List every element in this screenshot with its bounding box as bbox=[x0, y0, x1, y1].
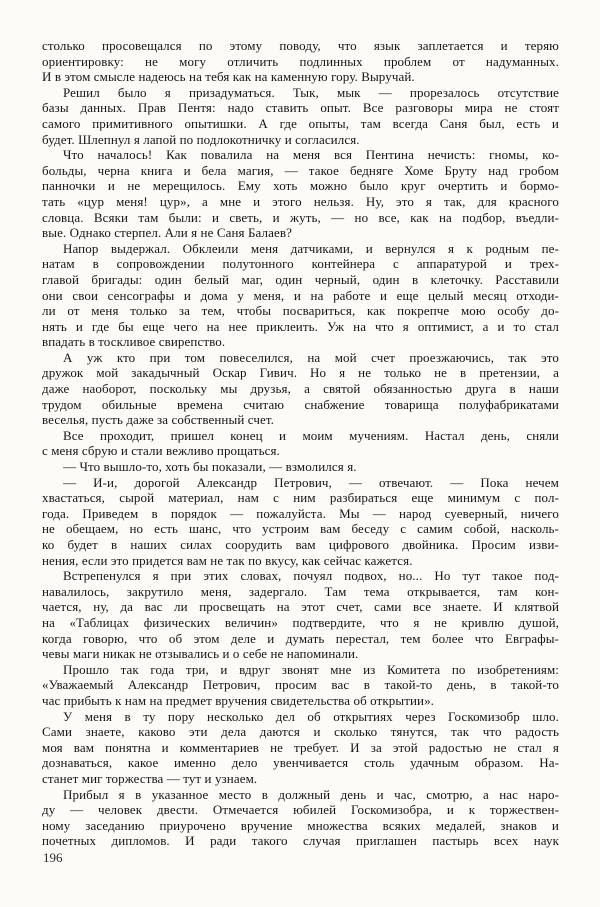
text-line: У меня в ту пору несколько дел об открытиях через Госкомизобр шло. bbox=[63, 708, 559, 724]
text-line: Напор выдержал. Обклеили меня датчиками, и вернулся я к родным пе- bbox=[63, 240, 559, 256]
text-line: час прибыть к нам на предмет вручения свидетельства об открытии». bbox=[42, 692, 435, 708]
text-line: нения, если это придется вам не так по вкусу, как сейчас кажется. bbox=[42, 552, 413, 568]
text-line: Встрепенулся я при этих словах, почуял подвох, но... Но тут такое под- bbox=[63, 568, 559, 584]
text-line: моя вам понятна и комментариев не требует. И за этой радостью не стал я bbox=[42, 739, 559, 755]
text-line: панночки и не мерещилось. Ему хоть можно было круг очертить и бормо- bbox=[42, 178, 559, 194]
text-line: больды, черна книга и бела магия, — такое бедняге Хоме Бруту над гробом bbox=[42, 162, 559, 178]
text-line: чается, ну, да вас ли просвещать на этот счет, сами все знаете. И клятвой bbox=[42, 599, 559, 615]
text-line: дознаваться, какое именно дело увенчивается столь удачным образом. На- bbox=[42, 755, 559, 771]
text-line: трудом обильные времена считаю снабжение товарища полуфабрикатами bbox=[42, 396, 559, 412]
text-line: впадать в тоскливое свирепство. bbox=[42, 334, 226, 350]
text-line: — И-и, дорогой Александр Петрович, — отвечают. — Пока нечем bbox=[63, 474, 559, 490]
text-line: на «Таблицах физических величин» подтвердите, что я не кривлю душой, bbox=[42, 614, 559, 630]
text-line: будет. Шлепнул я лапой по подлокотничку и согласился. bbox=[42, 131, 360, 147]
text-line: года. Приведем в порядок — пожалуйста. Мы — народ суеверный, ничего bbox=[42, 505, 559, 521]
text-line: с меня сбрую и стали вежливо прощаться. bbox=[42, 443, 280, 459]
text-line: словца. Всяки там были: и светь, и жуть, — но все, как на подбор, въедли- bbox=[42, 209, 559, 225]
text-line: ли от меня только за тем, чтобы посвариться, как покрепче мою особу до- bbox=[42, 303, 559, 319]
text-line: А уж кто при том повеселился, на мой счет проезжаючись, так это bbox=[63, 349, 559, 365]
text-line: И в этом смысле надеюсь на тебя как на каменную гору. Выручай. bbox=[42, 69, 415, 85]
text-line: Прошло так года три, и вдруг звонят мне из Комитета по изобретениям: bbox=[63, 661, 559, 677]
text-line: самого примитивного опытишки. А где опыты, там всегда Саня был, есть и bbox=[42, 115, 559, 131]
paragraph bbox=[42, 147, 559, 241]
text-line: ному заседанию приурочено вручение множества всяких медалей, знаков и bbox=[42, 817, 559, 833]
text-line: почетных дипломов. И ради такого случая приглашен пастырь всех наук bbox=[42, 833, 559, 849]
paragraph bbox=[42, 568, 559, 662]
text-line: веселья, пусть даже за собственный счет. bbox=[42, 412, 275, 428]
text-line: «Уважаемый Александр Петрович, просим вас в такой-то день, в такой-то bbox=[42, 677, 559, 693]
text-line: ориентировку: не могу отличить подлинных проблем от надуманных. bbox=[42, 53, 559, 69]
text-line: натам в сопровождении полутонного контейнера с аппаратурой и трех- bbox=[42, 256, 559, 272]
paragraph bbox=[42, 787, 559, 849]
text-line: Решил было я призадуматься. Тык, мык — прорезалось отсутствие bbox=[63, 84, 559, 100]
paragraph bbox=[42, 428, 559, 459]
text-line: Все проходит, пришел конец и моим мучениям. Настал день, сняли bbox=[63, 427, 559, 443]
text-line: хвастаться, сырой материал, нам с ним разбираться еще минимум с пол- bbox=[42, 490, 559, 506]
paragraph bbox=[42, 38, 559, 85]
text-line: главой бригады: один белый маг, один черный, один в клеточку. Расставили bbox=[42, 271, 559, 287]
text-line: чевы маги никак не отзывались и о себе не напоминали. bbox=[42, 646, 359, 662]
text-line: — Что вышло-то, хоть бы показали, — взмолился я. bbox=[63, 459, 357, 475]
paragraph bbox=[42, 709, 559, 787]
paragraph bbox=[42, 85, 559, 147]
paragraph bbox=[42, 350, 559, 428]
text-line: Что началось! Как повалила на меня вся Пентина нечисть: гномы, ко- bbox=[63, 147, 559, 163]
text-line: столько просовещался по этому поводу, что язык заплетается и теряю bbox=[42, 38, 559, 53]
paragraph bbox=[42, 241, 559, 350]
text-line: станет миг торжества — тут и узнаем. bbox=[42, 770, 258, 786]
text-line: Прибыл я в указанное место в должный день и час, смотрю, а нас наро- bbox=[63, 786, 559, 802]
text-line: Сами знаете, каково эти дела даются и сколько тянутся, так что радость bbox=[42, 724, 559, 740]
text-line: дружок мой закадычный Оскар Гивич. Но я не только не в претензии, а bbox=[42, 365, 559, 381]
page-number: 196 bbox=[43, 850, 63, 865]
text-line: тать «цур меня! цур», а мне и этого нельзя. Ну, это я так, для красного bbox=[42, 193, 559, 209]
text-line: не обещаем, но есть шанс, что устроим вам беседу с самим собой, насколь- bbox=[42, 521, 559, 537]
text-line: они свои сенсографы и дома у меня, и на работе и еще целый месяц отходи- bbox=[42, 287, 559, 303]
text-line: даже наоборот, поскольку мы друзья, а святой обязанностью друга в наши bbox=[42, 381, 559, 397]
text-line: базы данных. Прав Пентя: надо ставить опыт. Все разговоры мира не стоят bbox=[42, 100, 559, 116]
text-line: когда говорю, что об этом деле и думать перестал, тем более что Евграфы- bbox=[42, 630, 559, 646]
text-line: ду — человек двести. Отмечается юбилей Госкомизобра, и к торжествен- bbox=[42, 802, 559, 818]
page-text bbox=[42, 38, 559, 849]
paragraph bbox=[42, 459, 559, 475]
paragraph bbox=[42, 662, 559, 709]
text-line: вые. Однако стерпел. Али я не Саня Балаев? bbox=[42, 225, 292, 241]
text-line: ко будет в наших силах соорудить вам цифрового двойника. Просим изви- bbox=[42, 537, 559, 552]
text-line: нять и где бы еще чего на нее приклеить. Уж на что я оптимист, а и то стал bbox=[42, 318, 559, 334]
text-line: навалилось, закрутило меня, задергало. Там тема открывается, там кон- bbox=[42, 583, 559, 599]
paragraph bbox=[42, 475, 559, 569]
